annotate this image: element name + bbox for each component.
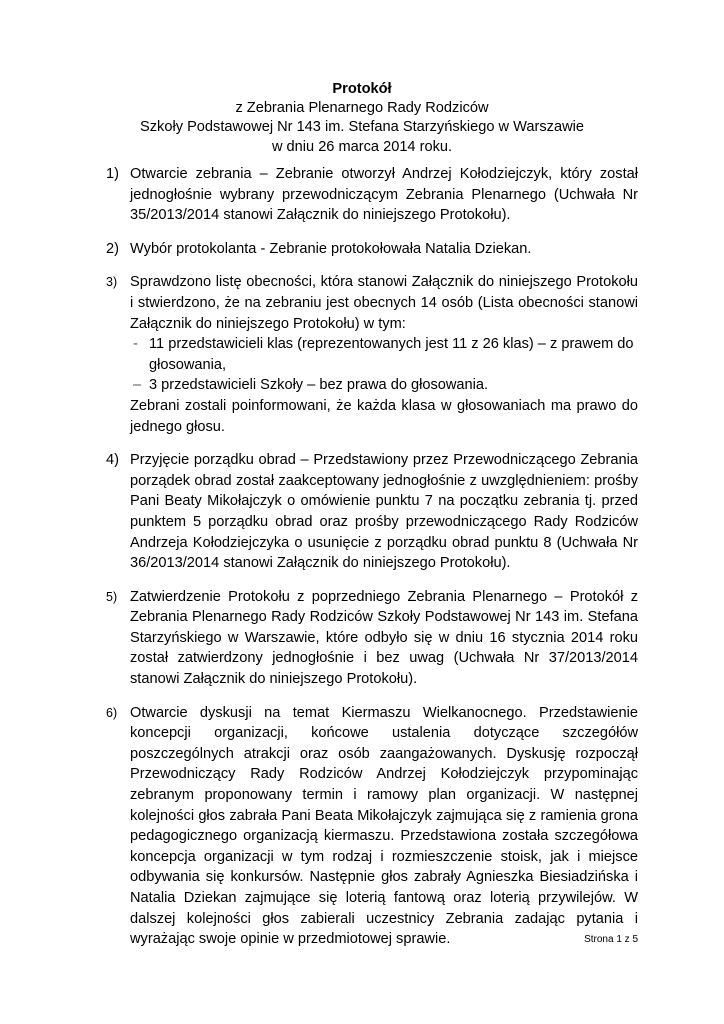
item-number: 5) [106, 589, 118, 604]
list-item-2 [106, 239, 638, 260]
list-item-1 [106, 164, 638, 226]
item-number: 2) [106, 240, 119, 257]
item-text: Przyjęcie porządku obrad – Przedstawiony przez Przewodniczącego Zebrania porządek obrad został zaakceptowany jednogłośnie z uwzględnieniem: prośby Pani Beaty Mikołajczyk o omówienie punktu 7 na początku zebrania tj. przed punktem 5 porządku obrad oraz prośby przewodniczącego Rady Rodziców Andrzeja Kołodziejczyka o usunięcie z porządku obrad punktu 8 (Uchwała Nr 36/2013/2014 stanowi Załącznik do niniejszego Protokołu). [130, 452, 638, 572]
list-item-4 [106, 450, 638, 574]
header-line-2: Szkoły Podstawowej Nr 143 im. Stefana Starzyńskiego w Warszawie [140, 119, 584, 136]
header-line-1: z Zebrania Plenarnego Rady Rodziców [235, 100, 489, 117]
page-number: Strona 1 z 5 [584, 934, 638, 945]
numbered-list [106, 164, 638, 963]
dash-marker: – [133, 377, 142, 394]
item-number: 6) [106, 705, 118, 720]
document-header [100, 80, 624, 157]
bullet-text: 11 przedstawicieli klas (reprezentowanych jest 11 z 26 klas) – z prawem do głosowania, [149, 336, 634, 373]
bullet-item [130, 334, 638, 375]
item-text: Wybór protokolanta - Zebranie protokołowała Natalia Dziekan. [130, 240, 532, 257]
item-number: 1) [106, 166, 119, 182]
item-text: Otwarcie zebrania – Zebranie otworzył Andrzej Kołodziejczyk, który został jednogłośnie wybrany przewodniczącym Zebrania Plenarnego (Uchwała Nr 35/2013/2014 stanowi Załącznik do niniejszego Protokołu). [130, 166, 638, 224]
dash-marker: - [133, 336, 138, 353]
bullet-text: 3 przedstawicieli Szkoły – bez prawa do głosowania. [149, 377, 489, 394]
document-title: Protokół [332, 81, 392, 97]
item-number: 4) [106, 452, 119, 469]
list-item-3 [106, 272, 638, 437]
bullet-item [130, 375, 638, 396]
item-text: Sprawdzono listę obecności, która stanowi Załącznik do niniejszego Protokołu i stwierdzono, że na zebraniu jest obecnych 14 osób (Lista obecności stanowi Załącznik do niniejszego Protokołu) w tym: [130, 274, 638, 332]
header-line-3: w dniu 26 marca 2014 roku. [271, 138, 453, 155]
list-item-5 [106, 587, 638, 690]
item-text: Zatwierdzenie Protokołu z poprzedniego Zebrania Plenarnego – Protokół z Zebrania Plenarnego Rady Rodziców Szkoły Podstawowej Nr 143 im. Stefana Starzyńskiego w Warszawie, które odbyło się w dniu 16 stycznia 2014 roku został zatwierdzony jednogłośnie i bez uwag (Uchwała Nr 37/2013/2014 stanowi Załącznik do niniejszego Protokołu). [130, 588, 638, 688]
item-text: Otwarcie dyskusji na temat Kiermaszu Wielkanocnego. Przedstawienie koncepcji organizacji, końcowe ustalenia dotyczące szczegółów poszczególnych atrakcji oraz osób zaangażowanych. Dyskusję rozpoczął Przewodniczący Rady Rodziców Andrzej Kołodziejczyk przypominając zebranym proponowany termin i ramowy plan organizacji. W następnej kolejności głos zabrała Pani Beata Mikołajczyk zajmująca się z ramienia grona pedagogicznego organizacją kiermaszu. Przedstawiona została szczegółowa koncepcja organizacji w tym rodzaj i rozmieszczenie stoisk, jak i miejsce odbywania się konkursów. Następnie głos zabrały Agnieszka Biesiadzińska i Natalia Dziekan zajmujące się loterią fantową oraz loterią przywilejów. W dalszej kolejności głos zabierali uczestnicy Zebrania zadając pytania i wyrażając swoje opinie w przedmiotowej sprawie. [130, 704, 638, 948]
item-note: Zebrani zostali poinformowani, że każda klasa w głosowaniach ma prawo do jednego głosu. [130, 397, 638, 435]
attendance-bullets [130, 334, 638, 396]
list-item-6 [106, 703, 638, 950]
item-number: 3) [106, 275, 118, 290]
